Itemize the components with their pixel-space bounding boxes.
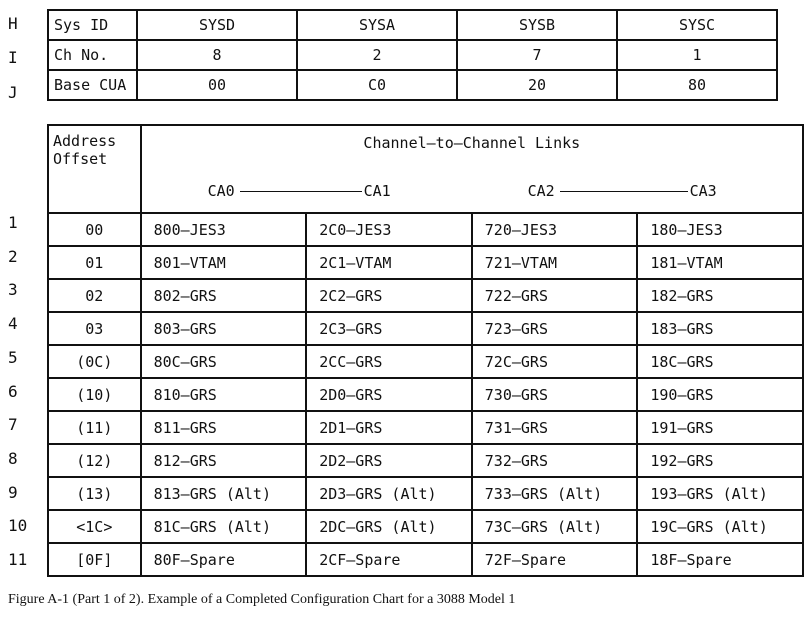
- figure-caption: Figure A-1 (Part 1 of 2). Example of a Completed Configuration Chart for a 3088 Model 1: [8, 592, 516, 607]
- link-cell: 81C–GRS (Alt): [141, 510, 307, 543]
- base-cua-cell: 20: [457, 70, 617, 100]
- ctc-links-table: [47, 124, 804, 577]
- table-row: [48, 543, 803, 576]
- link-cell: 183–GRS: [637, 312, 803, 345]
- ca1-label: CA1: [363, 182, 391, 200]
- row-number: 3: [8, 280, 18, 300]
- ctc-links-title: Channel–to–Channel Links: [363, 134, 581, 152]
- link-cell: 80F–Spare: [141, 543, 307, 576]
- link-cell: 72C–GRS: [472, 345, 638, 378]
- link-cell: 720–JES3: [472, 213, 638, 246]
- link-cell: 721–VTAM: [472, 246, 638, 279]
- link-cell: 80C–GRS: [141, 345, 307, 378]
- link-cell: 812–GRS: [141, 444, 307, 477]
- address-offset-cell: (12): [48, 444, 141, 477]
- sys-id-label: Sys ID: [48, 10, 137, 40]
- base-cua-cell: 80: [617, 70, 777, 100]
- link-cell: 732–GRS: [472, 444, 638, 477]
- row-letter-i: I: [8, 48, 18, 67]
- row-number: 5: [8, 347, 18, 367]
- link-cell: 730–GRS: [472, 378, 638, 411]
- link-cell: 800–JES3: [141, 213, 307, 246]
- link-cell: 2DC–GRS (Alt): [306, 510, 472, 543]
- base-cua-label: Base CUA: [48, 70, 137, 100]
- address-offset-text: Address Offset: [53, 132, 117, 168]
- link-cell: 2CC–GRS: [306, 345, 472, 378]
- link-cell: 722–GRS: [472, 279, 638, 312]
- base-cua-cell: 00: [137, 70, 297, 100]
- row-number: 2: [8, 246, 18, 266]
- link-cell: 802–GRS: [141, 279, 307, 312]
- table-row: [48, 345, 803, 378]
- address-offset-cell: <1C>: [48, 510, 141, 543]
- link-cell: 181–VTAM: [637, 246, 803, 279]
- link-cell: 803–GRS: [141, 312, 307, 345]
- table-row: [48, 213, 803, 246]
- sys-id-cell: SYSC: [617, 10, 777, 40]
- table-row: [48, 279, 803, 312]
- link-cell: 18C–GRS: [637, 345, 803, 378]
- ca3-label: CA3: [689, 182, 717, 200]
- link-cell: 2C2–GRS: [306, 279, 472, 312]
- base-cua-cell: C0: [297, 70, 457, 100]
- ch-no-cell: 8: [137, 40, 297, 70]
- system-table: [47, 9, 778, 101]
- table-row: [48, 444, 803, 477]
- address-offset-cell: 01: [48, 246, 141, 279]
- row-letter-j: J: [8, 83, 18, 102]
- rows-body: [48, 213, 803, 576]
- link-cell: 191–GRS: [637, 411, 803, 444]
- link-cell: 73C–GRS (Alt): [472, 510, 638, 543]
- ch-no-label: Ch No.: [48, 40, 137, 70]
- address-offset-cell: 00: [48, 213, 141, 246]
- row-number: 7: [8, 415, 18, 435]
- link-cell: 2C0–JES3: [306, 213, 472, 246]
- header-row: [48, 125, 803, 213]
- link-cell: 731–GRS: [472, 411, 638, 444]
- table-row: [48, 411, 803, 444]
- link-cell: 811–GRS: [141, 411, 307, 444]
- sys-id-cell: SYSA: [297, 10, 457, 40]
- link-cell: 2D1–GRS: [306, 411, 472, 444]
- ch-no-cell: 1: [617, 40, 777, 70]
- table-row: [48, 312, 803, 345]
- ch-no-cell: 2: [297, 40, 457, 70]
- link-cell: 192–GRS: [637, 444, 803, 477]
- address-offset-cell: (0C): [48, 345, 141, 378]
- address-offset-cell: 02: [48, 279, 141, 312]
- ca2-label: CA2: [527, 182, 555, 200]
- address-offset-cell: (11): [48, 411, 141, 444]
- address-offset-cell: [0F]: [48, 543, 141, 576]
- table-row: [48, 477, 803, 510]
- address-offset-header: [48, 125, 141, 213]
- row-letter-h: H: [8, 14, 18, 33]
- link-cell: 733–GRS (Alt): [472, 477, 638, 510]
- sys-id-row: [48, 10, 777, 40]
- row-number: 11: [8, 550, 28, 569]
- row-number: 6: [8, 381, 18, 401]
- ca2-ca3-connector: [560, 191, 688, 192]
- link-cell: 180–JES3: [637, 213, 803, 246]
- link-cell: 18F–Spare: [637, 543, 803, 576]
- link-cell: 193–GRS (Alt): [637, 477, 803, 510]
- ch-no-row: [48, 40, 777, 70]
- link-cell: 2C3–GRS: [306, 312, 472, 345]
- ca0-ca1-connector: [240, 191, 362, 192]
- address-offset-cell: (10): [48, 378, 141, 411]
- sys-id-cell: SYSB: [457, 10, 617, 40]
- table-row: [48, 246, 803, 279]
- link-cell: 2C1–VTAM: [306, 246, 472, 279]
- ctc-links-header: [141, 125, 803, 213]
- link-cell: 182–GRS: [637, 279, 803, 312]
- link-cell: 2D2–GRS: [306, 444, 472, 477]
- address-offset-cell: 03: [48, 312, 141, 345]
- address-offset-cell: (13): [48, 477, 141, 510]
- row-number: 4: [8, 314, 18, 334]
- link-cell: 72F–Spare: [472, 543, 638, 576]
- ch-no-cell: 7: [457, 40, 617, 70]
- link-cell: 723–GRS: [472, 312, 638, 345]
- row-number: 8: [8, 448, 18, 468]
- base-cua-row: [48, 70, 777, 100]
- link-cell: 801–VTAM: [141, 246, 307, 279]
- link-cell: 2D3–GRS (Alt): [306, 477, 472, 510]
- link-cell: 813–GRS (Alt): [141, 477, 307, 510]
- link-cell: 810–GRS: [141, 378, 307, 411]
- row-number: 10: [8, 516, 28, 536]
- link-cell: 19C–GRS (Alt): [637, 510, 803, 543]
- link-cell: 190–GRS: [637, 378, 803, 411]
- sys-id-cell: SYSD: [137, 10, 297, 40]
- row-number: 1: [8, 213, 18, 232]
- table-row: [48, 510, 803, 543]
- table-row: [48, 378, 803, 411]
- ca0-label: CA0: [207, 182, 235, 200]
- link-cell: 2D0–GRS: [306, 378, 472, 411]
- link-cell: 2CF–Spare: [306, 543, 472, 576]
- row-number: 9: [8, 482, 18, 502]
